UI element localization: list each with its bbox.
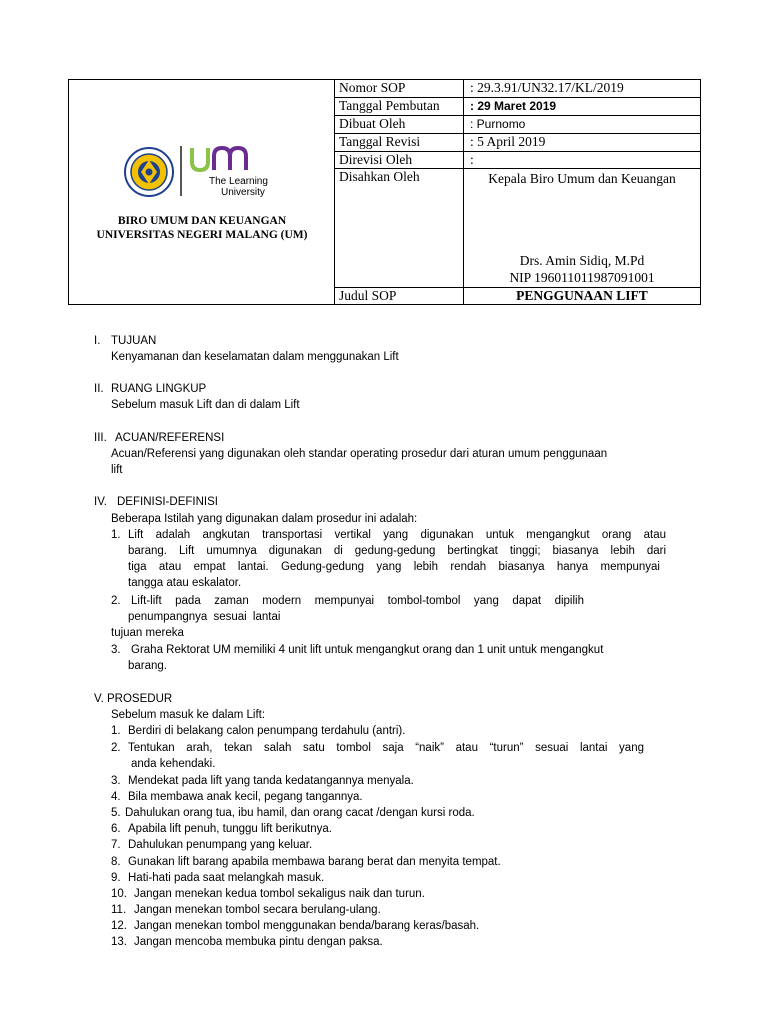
definition-1-line-3: tiga atau empat lantai. Gedung-gedung yang lebih rendah biasanya hanya mempunyai: [128, 561, 660, 573]
section-1-title: TUJUAN: [111, 335, 157, 347]
row-direvisi-oleh: [335, 152, 700, 169]
row-label: Tanggal Revisi: [335, 134, 464, 151]
procedure-number: 6.: [111, 823, 121, 835]
section-3-text-line-2: lift: [111, 464, 123, 476]
sop-title: PENGGUNAAN LIFT: [516, 288, 648, 303]
section-4-intro: Beberapa Istilah yang digunakan dalam prosedur ini adalah:: [111, 513, 418, 525]
definition-2-line-1: Lift-lift pada zaman modern mempunyai tombol-tombol yang dapat dipilih: [131, 595, 584, 607]
definition-3-number: 3.: [111, 644, 121, 656]
row-label: Direvisi Oleh: [335, 152, 464, 168]
procedure-number: 13.: [111, 936, 127, 948]
procedure-text: Bila membawa anak kecil, pegang tangannya.: [128, 791, 363, 803]
row-label: Disahkan Oleh: [335, 169, 464, 287]
row-value: : 29 Maret 2019: [470, 99, 557, 113]
row-value: : Purnomo: [470, 117, 526, 131]
approver-name: Drs. Amin Sidiq, M.Pd: [519, 253, 645, 268]
section-4-title: DEFINISI-DEFINISI: [117, 496, 218, 508]
procedure-text-continued: anda kehendaki.: [131, 758, 216, 770]
section-1-text: Kenyamanan dan keselamatan dalam menggunakan Lift: [111, 351, 399, 363]
definition-3-line-2: barang.: [128, 660, 168, 672]
procedure-text: Hati-hati pada saat melangkah masuk.: [128, 872, 325, 884]
procedure-number: 9.: [111, 872, 121, 884]
section-5-intro: Sebelum masuk ke dalam Lift:: [111, 709, 266, 721]
um-wordmark-logo: [186, 142, 266, 176]
header-table: [68, 79, 701, 305]
approver-title: Kepala Biro Umum dan Keuangan: [488, 171, 676, 186]
procedure-text: Jangan menekan kedua tombol sekaligus naik dan turun.: [134, 888, 425, 900]
row-value: : 29.3.91/UN32.17/KL/2019: [470, 80, 624, 95]
section-1-number: I.: [94, 335, 101, 347]
procedure-number: 12.: [111, 920, 127, 932]
row-label: Tanggal Pembutan: [335, 98, 464, 115]
row-tanggal-revisi: [335, 134, 700, 152]
procedure-number: 2.: [111, 742, 121, 754]
row-label: Dibuat Oleh: [335, 116, 464, 133]
logo-tagline-1: The Learning: [209, 176, 268, 187]
procedure-number: 11.: [111, 904, 127, 916]
row-nomor-sop: [335, 80, 700, 98]
row-value-approval: [464, 169, 700, 287]
section-2-number: II.: [94, 383, 104, 395]
procedure-text: Jangan menekan tombol secara berulang-ulang.: [134, 904, 381, 916]
org-name-line-1: BIRO UMUM DAN KEUANGAN: [117, 215, 287, 227]
row-judul-sop: [335, 288, 700, 305]
row-disahkan-oleh: [335, 169, 700, 288]
procedure-number: 10.: [111, 888, 127, 900]
approver-nip: NIP 196011011987091001: [509, 270, 655, 285]
definition-2-line-3: tujuan mereka: [111, 627, 184, 639]
section-3-number: III.: [94, 432, 107, 444]
procedure-text: Jangan menekan tombol menggunakan benda/barang keras/basah.: [134, 920, 480, 932]
section-2-text: Sebelum masuk Lift dan di dalam Lift: [111, 399, 300, 411]
section-2-title: RUANG LINGKUP: [111, 383, 207, 395]
procedure-text: Dahulukan orang tua, ibu hamil, dan orang cacat /dengan kursi roda.: [125, 807, 475, 819]
procedure-text: Gunakan lift barang apabila membawa barang berat dan menyita tempat.: [128, 856, 501, 868]
section-5-title: V. PROSEDUR: [94, 693, 173, 705]
procedure-number: 4.: [111, 791, 121, 803]
section-3-text-line-1: Acuan/Referensi yang digunakan oleh standar operating prosedur dari aturan umum penggunaan: [111, 448, 608, 460]
logo-tagline-2: University: [221, 187, 265, 198]
procedure-number: 1.: [111, 725, 121, 737]
row-value: : 5 April 2019: [470, 134, 546, 149]
definition-1-number: 1.: [111, 529, 121, 541]
procedure-number: 7.: [111, 839, 121, 851]
header-org-cell: [69, 80, 335, 304]
row-tanggal-pembuatan: [335, 98, 700, 116]
procedure-text: Dahulukan penumpang yang keluar.: [128, 839, 313, 851]
row-value: :: [470, 152, 474, 167]
procedure-text: Berdiri di belakang calon penumpang terdahulu (antri).: [128, 725, 406, 737]
definition-1-line-1: Lift adalah angkutan transportasi vertikal yang digunakan untuk mengangkut orang atau: [128, 529, 666, 541]
procedure-text: Jangan mencoba membuka pintu dengan paksa.: [134, 936, 383, 948]
procedure-number: 8.: [111, 856, 121, 868]
definition-1-line-4: tangga atau eskalator.: [128, 577, 242, 589]
procedure-number: 5.: [111, 807, 121, 819]
header-info-cell: [335, 80, 700, 304]
definition-2-number: 2.: [111, 595, 121, 607]
definition-3-line-1: Graha Rektorat UM memiliki 4 unit lift untuk mengangkut orang dan 1 unit untuk mengangkut: [131, 644, 604, 656]
row-label: Judul SOP: [335, 288, 464, 305]
row-label: Nomor SOP: [335, 80, 464, 97]
section-4-number: IV.: [94, 496, 108, 508]
procedure-text: Tentukan arah, tekan salah satu tombol saja “naik” atau “turun” sesuai lantai yang: [128, 742, 644, 754]
section-3-title: ACUAN/REFERENSI: [115, 432, 225, 444]
org-name-line-2: UNIVERSITAS NEGERI MALANG (UM): [96, 229, 308, 241]
definition-1-line-2: barang. Lift umumnya digunakan di gedung-gedung bertingkat tinggi; biasanya lebih dari: [128, 545, 666, 557]
procedure-number: 3.: [111, 775, 121, 787]
definition-2-line-2: penumpangnya sesuai lantai: [128, 611, 281, 623]
logo-group: [124, 142, 294, 202]
row-dibuat-oleh: [335, 116, 700, 134]
procedure-text: Apabila lift penuh, tunggu lift berikutnya.: [128, 823, 332, 835]
procedure-text: Mendekat pada lift yang tanda kedatangannya menyala.: [128, 775, 414, 787]
